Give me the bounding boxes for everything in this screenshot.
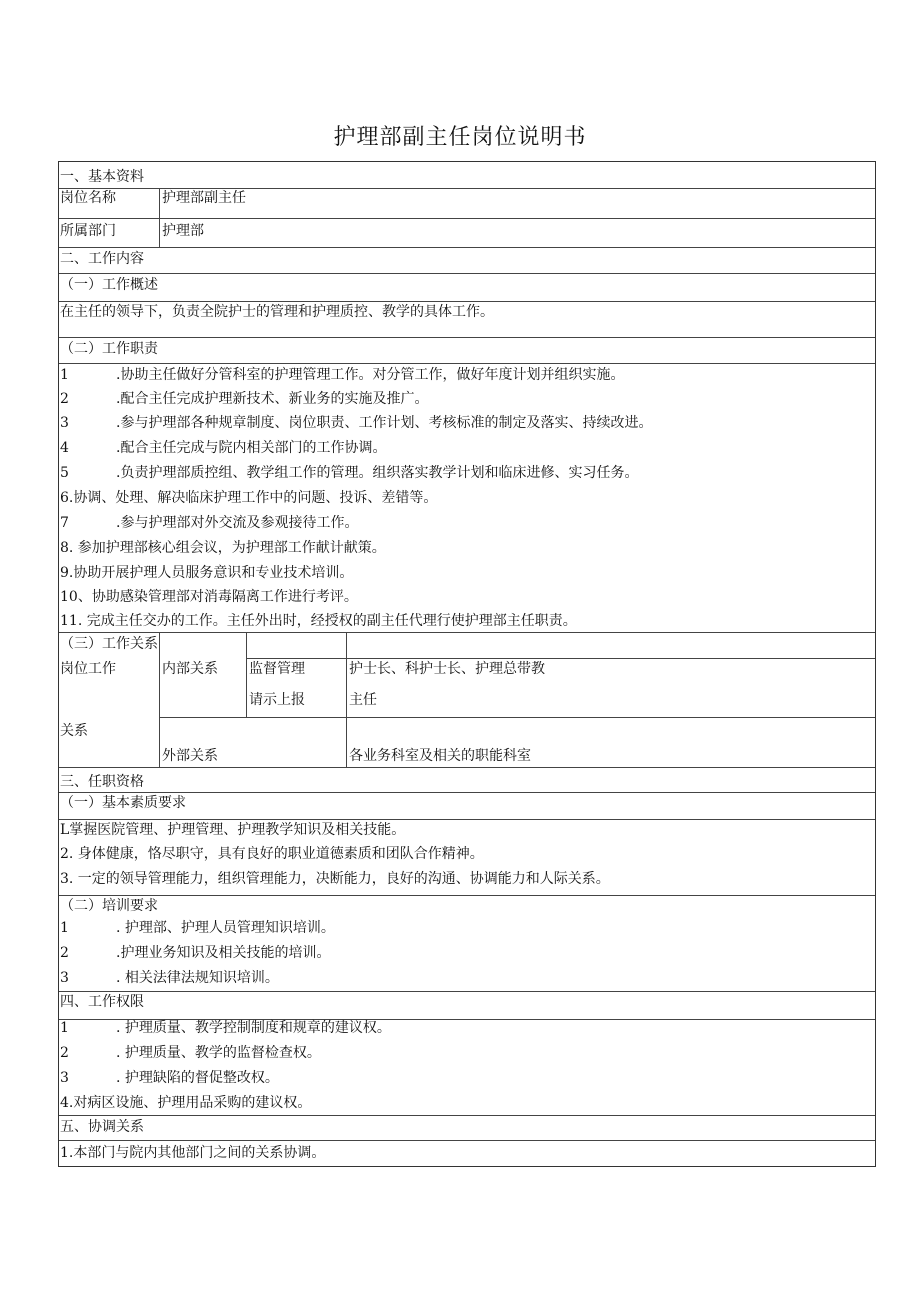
requirement-text: 3. 一定的领导管理能力，组织管理能力，决断能力，良好的沟通、协调能力和人际关系。 bbox=[60, 871, 610, 887]
department-value: 护理部 bbox=[162, 223, 204, 239]
authority-number: 3 bbox=[60, 1070, 69, 1086]
rule bbox=[246, 632, 247, 717]
duty-number: 4 bbox=[60, 440, 69, 456]
training-text: .护理业务知识及相关技能的培训。 bbox=[116, 945, 331, 961]
coordination-text: 1.本部门与院内其他部门之间的关系协调。 bbox=[60, 1145, 326, 1161]
duty-text: .参与护理部各种规章制度、岗位职责、工作计划、考核标准的制定及落实、持续改进。 bbox=[116, 415, 653, 431]
rule bbox=[159, 188, 160, 247]
authority-text: . 护理质量、教学控制制度和规章的建议权。 bbox=[116, 1020, 391, 1036]
rule bbox=[59, 767, 875, 768]
training-number: 1 bbox=[60, 920, 69, 936]
rule bbox=[59, 792, 875, 793]
position-value: 护理部副主任 bbox=[162, 190, 246, 206]
authority-text: 4.对病区设施、护理用品采购的建议权。 bbox=[60, 1095, 312, 1111]
external-relations-value: 各业务科室及相关的职能科室 bbox=[349, 748, 531, 764]
section-coordination-heading: 五、协调关系 bbox=[60, 1119, 144, 1135]
training-number: 3 bbox=[60, 970, 69, 986]
rule bbox=[59, 363, 875, 364]
rule bbox=[346, 632, 347, 767]
external-relations-label: 外部关系 bbox=[162, 748, 218, 764]
position-label: 岗位名称 bbox=[60, 190, 116, 206]
duty-text: 8. 参加护理部核心组会议，为护理部工作献计献策。 bbox=[60, 540, 386, 556]
basic-quality-heading: （一）基本素质要求 bbox=[60, 795, 186, 811]
requirement-text: 2. 身体健康，恪尽职守，具有良好的职业道德素质和团队合作精神。 bbox=[60, 846, 484, 862]
duty-text: 10、协助感染管理部对消毒隔离工作进行考评。 bbox=[60, 589, 358, 605]
department-label: 所属部门 bbox=[60, 223, 116, 239]
section-basic-info-heading: 一、基本资料 bbox=[60, 169, 144, 185]
rule bbox=[59, 247, 875, 248]
overview-text: 在主任的领导下，负责全院护士的管理和护理质控、教学的具体工作。 bbox=[60, 304, 494, 320]
report-label: 请示上报 bbox=[249, 692, 305, 708]
rule bbox=[59, 273, 875, 274]
authority-text: . 护理质量、教学的监督检查权。 bbox=[116, 1045, 321, 1061]
training-text: . 相关法律法规知识培训。 bbox=[116, 970, 279, 986]
requirement-text: L掌握医院管理、护理管理、护理教学知识及相关技能。 bbox=[60, 822, 406, 838]
rule bbox=[59, 218, 875, 219]
duty-number: 1 bbox=[60, 367, 69, 383]
page-title: 护理部副主任岗位说明书 bbox=[333, 125, 587, 150]
duty-number: 5 bbox=[60, 465, 69, 481]
internal-relations-label: 内部关系 bbox=[162, 661, 218, 677]
duty-text: 9.协助开展护理人员服务意识和专业技术培训。 bbox=[60, 565, 354, 581]
relations-heading: （三）工作关系 bbox=[60, 636, 158, 652]
authority-number: 1 bbox=[60, 1020, 69, 1036]
rule bbox=[59, 991, 875, 992]
rule bbox=[59, 1140, 875, 1141]
duty-text: .配合主任完成与院内相关部门的工作协调。 bbox=[116, 440, 387, 456]
duties-heading: （二）工作职责 bbox=[60, 341, 158, 357]
duty-number: 2 bbox=[60, 391, 69, 407]
rule bbox=[159, 717, 875, 718]
training-text: . 护理部、护理人员管理知识培训。 bbox=[116, 920, 335, 936]
overview-heading: （一）工作概述 bbox=[60, 277, 158, 293]
training-number: 2 bbox=[60, 945, 69, 961]
relations-label: 关系 bbox=[60, 723, 88, 739]
authority-text: . 护理缺陷的督促整改权。 bbox=[116, 1070, 279, 1086]
section-authority-heading: 四、工作权限 bbox=[60, 994, 144, 1010]
section-qualifications-heading: 三、任职资格 bbox=[60, 774, 144, 790]
duty-text: .协助主任做好分管科室的护理管理工作。对分管工作，做好年度计划并组织实施。 bbox=[116, 367, 625, 383]
rule bbox=[59, 819, 875, 820]
supervise-label: 监督管理 bbox=[249, 661, 305, 677]
report-value: 主任 bbox=[349, 692, 377, 708]
duty-text: 6.协调、处理、解决临床护理工作中的问题、投诉、差错等。 bbox=[60, 490, 438, 506]
rule bbox=[159, 632, 160, 767]
rule bbox=[59, 188, 875, 189]
relations-label: 岗位工作 bbox=[60, 661, 116, 677]
rule bbox=[59, 301, 875, 302]
supervise-value: 护士长、科护士长、护理总带教 bbox=[349, 661, 545, 677]
rule bbox=[59, 337, 875, 338]
rule bbox=[59, 632, 875, 633]
training-heading: （二）培训要求 bbox=[60, 898, 158, 914]
duty-text: .负责护理部质控组、教学组工作的管理。组织落实教学计划和临床进修、实习任务。 bbox=[116, 465, 639, 481]
rule bbox=[246, 658, 875, 659]
duty-text: .参与护理部对外交流及参观接待工作。 bbox=[116, 515, 359, 531]
duty-text: 11. 完成主任交办的工作。主任外出时，经授权的副主任代理行使护理部主任职责。 bbox=[60, 613, 577, 629]
duty-number: 3 bbox=[60, 415, 69, 431]
rule bbox=[59, 895, 875, 896]
rule bbox=[59, 1115, 875, 1116]
authority-number: 2 bbox=[60, 1045, 69, 1061]
duty-number: 7 bbox=[60, 515, 69, 531]
section-work-content-heading: 二、工作内容 bbox=[60, 251, 144, 267]
duty-text: .配合主任完成护理新技术、新业务的实施及推广。 bbox=[116, 391, 429, 407]
